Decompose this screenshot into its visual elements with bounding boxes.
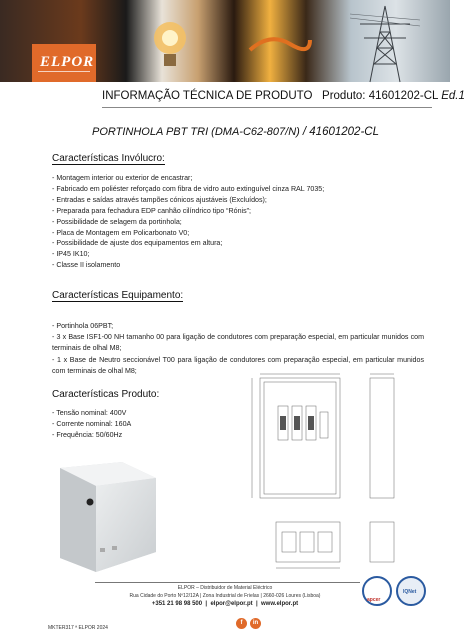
equipment-item-3: - 1 x Base de Neutro seccionável T00 para ligação de condutores com preparação especial, em particular munidos com terminais de olhal M8; [52, 356, 424, 375]
footer [90, 585, 360, 609]
header-title [102, 90, 465, 102]
document-title-code: / 41601202-CL [302, 126, 379, 138]
header-label: INFORMAÇÃO TÉCNICA DE PRODUTO [102, 90, 313, 102]
list-item: - Classe II isolamento [52, 261, 121, 270]
logo-underline [38, 71, 90, 72]
list-item: - Montagem interior ou exterior de encastrar; [52, 174, 193, 182]
list-item: - Entradas e saídas através tampões cónicos ajustáveis (Excluídos); [52, 195, 267, 204]
document-title [92, 126, 379, 138]
equipment-item-1: - Portinhola 06PBT; [52, 322, 114, 330]
list-item: - Fabricado em poliéster reforçado com fibra de vidro auto extinguível cinza RAL 7035; [52, 184, 325, 193]
iqnet-label: IQNet [403, 589, 417, 595]
product-specs-heading: Características Produto: [52, 389, 160, 400]
footer-website[interactable]: www.elpor.pt [261, 601, 299, 607]
cable-icon [250, 30, 310, 60]
bulb-icon [140, 8, 200, 78]
list-item: - Placa de Montagem em Policarbonato V0; [52, 228, 190, 237]
list-item: - Tensão nominal: 400V [52, 409, 127, 417]
housing-list [52, 173, 324, 271]
list-item: - Possibilidade de ajuste dos equipamentos em altura; [52, 239, 223, 248]
housing-heading: Características Invólucro: [52, 153, 165, 164]
footer-divider [95, 582, 360, 583]
footer-company: ELPOR – Distribuidor de Material Eléctrico [177, 585, 273, 591]
list-item: - IP45 IK10; [52, 250, 90, 259]
header-product: Produto: 41601202-CL [322, 90, 438, 102]
power-tower-icon [350, 4, 420, 82]
product-specs-list [52, 408, 131, 441]
equipment-heading: Características Equipamento: [52, 290, 184, 301]
list-item: - Corrente nominal: 160A [52, 419, 132, 428]
document-title-name: PORTINHOLA PBT TRI (DMA-C62-807/N) [92, 126, 300, 138]
list-item: - Frequência: 50/60Hz [52, 430, 123, 439]
footer-phone[interactable]: +351 21 98 98 500 [151, 601, 203, 607]
elpor-logo[interactable] [32, 44, 96, 82]
footer-email[interactable]: elpor@elpor.pt [210, 601, 253, 607]
linkedin-icon[interactable]: in [250, 618, 261, 629]
apcer-label: apcer [367, 597, 381, 603]
header-edition: Ed.1 [441, 90, 465, 102]
footer-contacts: +351 21 98 98 500 | elpor@elpor.pt | www.elpor.pt [151, 601, 299, 607]
list-item: - Possibilidade de selagem da portinhola; [52, 217, 182, 226]
technical-drawing [240, 372, 410, 582]
equipment-item-2: - 3 x Base ISF1-00 NH tamanho 00 para ligação de condutores com preparação especial, em particular munidos com terminais de olhal M8; [52, 333, 424, 352]
enclosure-product-image [52, 460, 162, 580]
document-reference: MKTER317 ª ELPOR 2024 [48, 625, 108, 631]
facebook-icon[interactable]: f [236, 618, 247, 629]
list-item: - Preparada para fechadura EDP canhão cilíndrico tipo “Rónis”; [52, 206, 251, 215]
logo-text: ELPOR [40, 54, 95, 70]
footer-address: Rua Cidade do Porto Nº12/12A | Zona Industrial de Frielas | 2660-026 Loures (Lisboa) [129, 592, 321, 599]
header-divider [102, 107, 432, 108]
